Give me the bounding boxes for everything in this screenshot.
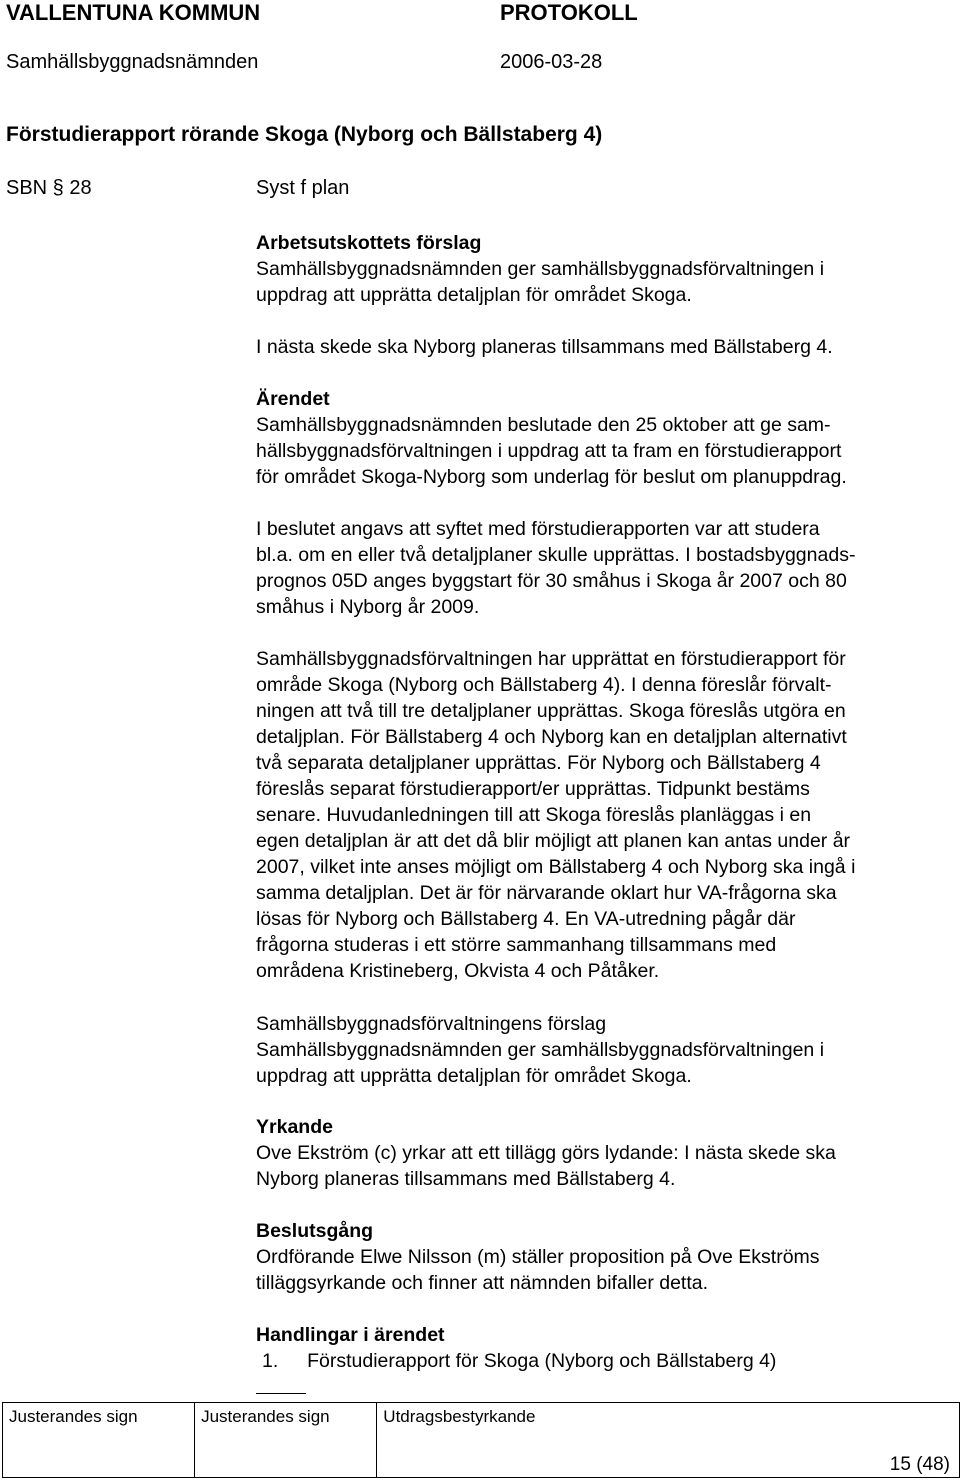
section-heading-arendet: Ärendet [256,388,330,410]
au-extra-line: I nästa skede ska Nyborg planeras tillsammans med Bällstaberg 4. [256,336,833,358]
page-title: Förstudierapport rörande Skoga (Nyborg och Bällstaberg 4) [6,123,603,146]
arendet-p2-line-1: I beslutet angavs att syftet med förstudierapporten var att studera [256,518,820,540]
list-item [262,1350,776,1373]
yrkande-line-2: Nyborg planeras tillsammans med Bällstaberg 4. [256,1168,676,1190]
arendet-p3-line-7: senare. Huvudanledningen till att Skoga föreslås planläggas i en [256,804,812,826]
arendet-p3-line-9: 2007, vilket inte anses möjligt om Bällstaberg 4 och Nyborg ska ingå i [256,856,856,878]
committee-name: Samhällsbyggnadsnämnden [6,51,259,73]
section-heading-forvaltning: Samhällsbyggnadsförvaltningens förslag [256,1013,607,1035]
separator-line [256,1393,306,1394]
signature-table [2,1402,960,1478]
arendet-p3-line-2: område Skoga (Nyborg och Bällstaberg 4). I denna föreslår förvalt- [256,674,832,696]
beslut-line-2: tilläggsyrkande och finner att nämnden bifaller detta. [256,1272,709,1294]
section-beslutsgang [256,1218,956,1296]
section-heading-beslutsgang: Beslutsgång [256,1220,374,1242]
signature-cell-1 [3,1403,195,1478]
extract-label: Utdragsbestyrkande [383,1407,536,1426]
au-extra [256,334,956,360]
forv-line-1: Samhällsbyggnadsnämnden ger samhällsbyggnadsförvaltningen i [256,1039,825,1061]
page-number: 15 (48) [889,1454,950,1475]
arendet-p1-line-2: hällsbyggnadsförvaltningen i uppdrag att ta fram en förstudierapport [256,440,842,462]
arendet-p1-line-1: Samhällsbyggnadsnämnden beslutade den 25 oktober att ge sam- [256,414,831,436]
section-heading-handlingar: Handlingar i ärendet [256,1324,445,1346]
section-handlingar [256,1322,956,1348]
section-yrkande [256,1114,956,1192]
document-type: PROTOKOLL [500,0,638,25]
section-heading-yrkande: Yrkande [256,1116,333,1138]
arendet-p2-line-3: prognos 05D anges byggstart för 30 småhus i Skoga år 2007 och 80 [256,570,847,592]
signature-cell-2 [195,1403,377,1478]
au-line-2: uppdrag att upprätta detaljplan för området Skoga. [256,284,692,306]
org-name: VALLENTUNA KOMMUN [6,0,261,25]
arendet-paragraph-3 [256,646,956,984]
arendet-p3-line-13: områdena Kristineberg, Okvista 4 och Påtåker. [256,960,660,982]
list-item-number: 1. [262,1350,279,1372]
section-heading-au: Arbetsutskottets förslag [256,232,482,254]
section-forvaltningens-forslag [256,1011,956,1089]
list-item-text: Förstudierapport för Skoga (Nyborg och Bällstaberg 4) [307,1350,777,1372]
arendet-p3-line-1: Samhällsbyggnadsförvaltningen har upprättat en förstudierapport för [256,648,846,670]
au-line-1: Samhällsbyggnadsnämnden ger samhällsbyggnadsförvaltningen i [256,258,825,280]
arendet-p3-line-4: detaljplan. För Bällstaberg 4 och Nyborg kan en detaljplan alternativt [256,726,847,748]
arendet-p3-line-3: ningen att två till tre detaljplaner upprättas. Skoga föreslås utgöra en [256,700,846,722]
beslut-line-1: Ordförande Elwe Nilsson (m) ställer proposition på Ove Ekströms [256,1246,820,1268]
forv-line-2: uppdrag att upprätta detaljplan för området Skoga. [256,1065,692,1087]
arendet-p2-line-4: småhus i Nyborg år 2009. [256,596,480,618]
arendet-p3-line-10: samma detaljplan. Det är för närvarande oklart hur VA-frågorna ska [256,882,837,904]
extract-cell [377,1403,960,1478]
arendet-p3-line-11: lösas för Nyborg och Bällstaberg 4. En VA-utredning pågår där [256,908,796,930]
signature-label-2: Justerandes sign [201,1407,330,1426]
arendet-p3-line-8: egen detaljplan är att det då blir möjligt att planen kan antas under år [256,830,851,852]
arendet-p3-line-6: föreslås separat förstudierapport/er upprättas. Tidpunkt bestäms [256,778,810,800]
case-reference: Syst f plan [256,177,350,199]
section-arendet [256,386,956,490]
arendet-p1-line-3: för området Skoga-Nyborg som underlag för beslut om planuppdrag. [256,466,847,488]
section-au [256,230,956,308]
signature-label-1: Justerandes sign [9,1407,138,1426]
arendet-p3-line-12: frågorna studeras i ett större sammanhang tillsammans med [256,934,777,956]
arendet-paragraph-2 [256,516,956,620]
arendet-p3-line-5: två separata detaljplaner upprättas. För Nyborg och Bällstaberg 4 [256,752,821,774]
case-number: SBN § 28 [6,177,92,199]
arendet-p2-line-2: bl.a. om en eller två detaljplaner skulle upprättas. I bostadsbyggnads- [256,544,856,566]
meeting-date: 2006-03-28 [500,51,603,73]
yrkande-line-1: Ove Ekström (c) yrkar att ett tillägg görs lydande: I nästa skede ska [256,1142,836,1164]
